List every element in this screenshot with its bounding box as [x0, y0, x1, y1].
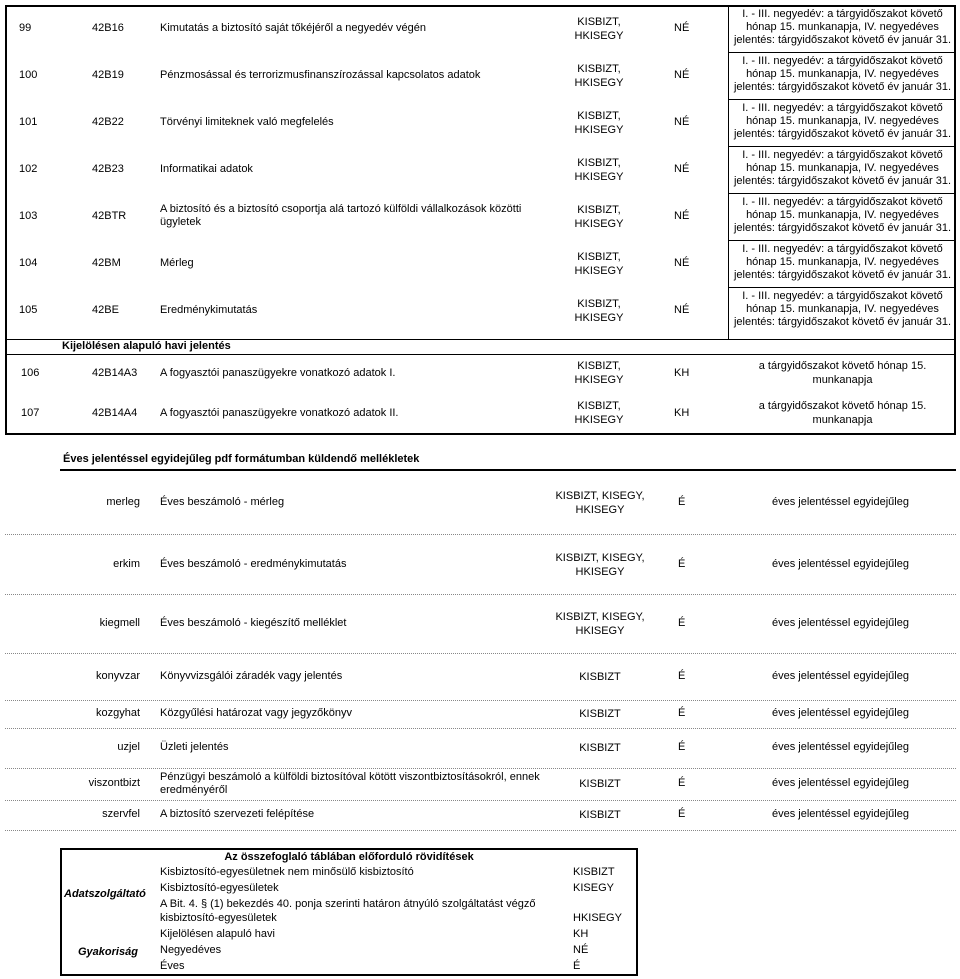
provider-cell: [537, 741, 663, 755]
row-number: 102: [19, 163, 38, 175]
deadline-line: I. - III. negyedév: a tárgyidőszakot követő: [742, 102, 943, 114]
legend-text: Negyedéves: [160, 944, 222, 956]
provider-cell: [550, 15, 648, 43]
provider-line: KISBIZT,: [577, 63, 621, 75]
form-code: 42B19: [92, 69, 124, 81]
row-number: 99: [19, 22, 32, 34]
attachment-description: Pénzügyi beszámoló a külföldi biztosítóval kötött viszontbiztosításokról, ennek eredményéről: [160, 771, 540, 796]
legend-text: Éves: [160, 960, 185, 972]
row-number: 106: [21, 367, 40, 379]
deadline-line: hónap 15. munkanapja, IV. negyedéves: [746, 162, 939, 174]
deadline-line: jelentés: tárgyidőszakot követő év január 31.: [733, 34, 952, 46]
provider-cell: [537, 489, 663, 517]
frequency-code: KH: [674, 367, 690, 379]
deadline-line: I. - III. negyedév: a tárgyidőszakot követő: [742, 149, 943, 161]
legend-text: Kijelölésen alapuló havi: [160, 928, 275, 940]
row-divider: [728, 146, 956, 147]
form-description: Kimutatás a biztosító saját tőkéjéről a negyedév végén: [160, 22, 426, 34]
provider-line: HKISEGY: [574, 171, 624, 183]
frequency-code: NÉ: [674, 163, 690, 175]
form-description: Törvényi limiteknek való megfelelés: [160, 116, 334, 128]
row-number: 101: [19, 116, 38, 128]
row-divider: [728, 99, 956, 100]
frequency-code: É: [678, 670, 686, 682]
attachment-code: kiegmell: [99, 617, 140, 629]
provider-line: KISBIZT,: [577, 251, 621, 263]
frequency-code: NÉ: [674, 116, 690, 128]
deadline-cell: éves jelentéssel egyidejűleg: [772, 558, 909, 570]
row-divider: [728, 240, 956, 241]
legend-text: Kisbiztosító-egyesületnek nem minősülő kisbiztosító: [160, 866, 414, 878]
deadline-cell: [730, 55, 955, 94]
provider-cell: [550, 297, 648, 325]
table-row: [5, 728, 956, 768]
provider-line: HKISEGY: [574, 77, 624, 89]
provider-cell: [537, 610, 663, 638]
frequency-code: NÉ: [674, 22, 690, 34]
row-divider: [5, 830, 956, 831]
provider-cell: [537, 551, 663, 579]
form-description: Eredménykimutatás: [160, 304, 258, 316]
provider-line: KISBIZT,: [577, 298, 621, 310]
attachment-description: Éves beszámoló - kiegészítő melléklet: [160, 617, 347, 629]
provider-cell: [550, 250, 648, 278]
table-row: [5, 800, 956, 830]
provider-line: KISBIZT,: [577, 400, 621, 412]
provider-line: KISBIZT: [579, 708, 621, 720]
form-description: Mérleg: [160, 257, 194, 269]
deadline-cell: [730, 8, 955, 47]
attachment-code: viszontbizt: [88, 777, 140, 789]
frequency-code: NÉ: [674, 69, 690, 81]
provider-line: KISBIZT: [579, 742, 621, 754]
form-code: 42BE: [92, 304, 119, 316]
form-description: A biztosító és a biztosító csoportja alá tartozó külföldi vállalkozások közötti ügyletek: [160, 203, 522, 228]
attachment-code: kozgyhat: [95, 707, 140, 719]
deadline-cell: éves jelentéssel egyidejűleg: [772, 617, 909, 629]
provider-cell: [550, 62, 648, 90]
attachment-code: erkim: [113, 558, 140, 570]
form-description: A fogyasztói panaszügyekre vonatkozó adatok II.: [160, 407, 399, 419]
provider-cell: [550, 109, 648, 137]
provider-line: HKISEGY: [574, 312, 624, 324]
provider-line: KISBIZT: [579, 778, 621, 790]
deadline-line: hónap 15. munkanapja, IV. negyedéves: [746, 209, 939, 221]
deadline-line: a tárgyidőszakot követő hónap 15.: [758, 400, 927, 412]
deadline-line: I. - III. negyedév: a tárgyidőszakot követő: [742, 55, 943, 67]
deadline-line: hónap 15. munkanapja, IV. negyedéves: [746, 256, 939, 268]
legend-abbr: NÉ: [573, 944, 589, 956]
deadline-line: hónap 15. munkanapja, IV. negyedéves: [746, 68, 939, 80]
legend-abbr: KISEGY: [573, 882, 614, 894]
deadline-cell: [730, 243, 955, 282]
table-row: [5, 768, 956, 800]
table-row: [5, 146, 956, 193]
provider-line: KISBIZT, KISEGY,: [555, 490, 645, 502]
table-row: [5, 52, 956, 99]
attachment-description: Üzleti jelentés: [160, 741, 229, 753]
deadline-cell: éves jelentéssel egyidejűleg: [772, 670, 909, 682]
table-row: [5, 471, 956, 534]
provider-line: KISBIZT,: [577, 110, 621, 122]
provider-line: HKISEGY: [574, 265, 624, 277]
table-row: [5, 99, 956, 146]
provider-line: KISBIZT, KISEGY,: [555, 552, 645, 564]
deadline-cell: éves jelentéssel egyidejűleg: [772, 741, 909, 753]
deadline-cell: éves jelentéssel egyidejűleg: [772, 496, 909, 508]
table-row: [5, 594, 956, 653]
kh-section-heading: Kijelölésen alapuló havi jelentés: [62, 340, 231, 352]
deadline-line: jelentés: tárgyidőszakot követő év január 31.: [733, 222, 952, 234]
provider-cell: [537, 707, 663, 721]
table-row: [5, 700, 956, 728]
deadline-line: hónap 15. munkanapja, IV. negyedéves: [746, 303, 939, 315]
row-number: 103: [19, 210, 38, 222]
form-code: 42BM: [92, 257, 121, 269]
deadline-cell: [730, 102, 955, 141]
provider-cell: [550, 359, 648, 387]
provider-line: KISBIZT,: [577, 157, 621, 169]
deadline-line: jelentés: tárgyidőszakot követő év január 31.: [733, 175, 952, 187]
provider-line: HKISEGY: [575, 625, 625, 637]
provider-line: KISBIZT,: [577, 360, 621, 372]
frequency-code: É: [678, 707, 686, 719]
attachment-description: Könyvvizsgálói záradék vagy jelentés: [160, 670, 343, 682]
frequency-code: É: [678, 777, 686, 789]
attachment-description: Közgyűlési határozat vagy jegyzőkönyv: [160, 707, 352, 719]
legend-text: Kisbiztosító-egyesületek: [160, 882, 279, 894]
legend-abbr: HKISEGY: [573, 912, 622, 924]
frequency-code: NÉ: [674, 257, 690, 269]
provider-line: HKISEGY: [575, 566, 625, 578]
deadline-cell: éves jelentéssel egyidejűleg: [772, 808, 909, 820]
table-row: [5, 395, 956, 435]
provider-cell: [537, 808, 663, 822]
provider-cell: [537, 777, 663, 791]
legend-abbr: É: [573, 960, 581, 972]
legend-group-frequency: Gyakoriság: [78, 946, 138, 958]
provider-cell: [537, 670, 663, 684]
deadline-line: I. - III. negyedév: a tárgyidőszakot követő: [742, 8, 943, 20]
deadline-line: I. - III. negyedév: a tárgyidőszakot követő: [742, 243, 943, 255]
row-divider: [5, 534, 956, 535]
row-divider: [728, 287, 956, 288]
row-number: 105: [19, 304, 38, 316]
legend-title: Az összefoglaló táblában előforduló rövidítések: [224, 851, 474, 863]
form-code: 42B22: [92, 116, 124, 128]
table-row: [5, 653, 956, 700]
table-row: [5, 287, 956, 334]
deadline-line: jelentés: tárgyidőszakot követő év január 31.: [733, 81, 952, 93]
frequency-code: É: [678, 808, 686, 820]
attachment-code: szervfel: [102, 808, 140, 820]
provider-line: KISBIZT: [579, 809, 621, 821]
table-row: [5, 193, 956, 240]
frequency-code: KH: [674, 407, 690, 419]
deadline-cell: éves jelentéssel egyidejűleg: [772, 777, 909, 789]
row-number: 100: [19, 69, 38, 81]
provider-cell: [550, 203, 648, 231]
row-number: 104: [19, 257, 38, 269]
frequency-code: É: [678, 617, 686, 629]
attachment-description: Éves beszámoló - eredménykimutatás: [160, 558, 347, 570]
row-number: 107: [21, 407, 40, 419]
attachment-code: konyvzar: [95, 670, 140, 682]
frequency-code: É: [678, 496, 686, 508]
deadline-line: munkanapja: [812, 374, 873, 386]
deadline-line: I. - III. negyedév: a tárgyidőszakot követő: [742, 290, 943, 302]
deadline-line: jelentés: tárgyidőszakot követő év január 31.: [733, 269, 952, 281]
table-row: [5, 355, 956, 395]
table-row: [5, 5, 956, 52]
legend-abbr: KISBIZT: [573, 866, 615, 878]
provider-line: HKISEGY: [574, 124, 624, 136]
provider-line: HKISEGY: [574, 218, 624, 230]
deadline-cell: [730, 149, 955, 188]
table-row: [5, 240, 956, 287]
row-divider: [728, 193, 956, 194]
attachment-description: A biztosító szervezeti felépítése: [160, 808, 315, 820]
deadline-line: jelentés: tárgyidőszakot követő év január 31.: [733, 316, 952, 328]
deadline-cell: éves jelentéssel egyidejűleg: [772, 707, 909, 719]
form-code: 42B14A4: [92, 407, 138, 419]
frequency-code: NÉ: [674, 210, 690, 222]
deadline-cell: [730, 196, 955, 235]
deadline-line: I. - III. negyedév: a tárgyidőszakot követő: [742, 196, 943, 208]
form-code: 42B23: [92, 163, 124, 175]
deadline-cell: [730, 290, 955, 329]
deadline-line: hónap 15. munkanapja, IV. negyedéves: [746, 115, 939, 127]
deadline-line: munkanapja: [812, 414, 873, 426]
provider-cell: [550, 156, 648, 184]
form-code: 42BTR: [92, 210, 127, 222]
provider-line: HKISEGY: [574, 374, 624, 386]
annual-section-heading: Éves jelentéssel egyidejűleg pdf formátumban küldendő mellékletek: [63, 453, 420, 465]
legend-abbr: KH: [573, 928, 589, 940]
provider-line: KISBIZT, KISEGY,: [555, 611, 645, 623]
legend-text: A Bit. 4. § (1) bekezdés 40. ponja szerinti határon átnyúló szolgáltatást végző kisbiztosító-egyesületek: [160, 898, 536, 924]
deadline-cell: [730, 399, 955, 427]
form-code: 42B14A3: [92, 367, 138, 379]
form-description: Pénzmosással és terrorizmusfinanszírozással kapcsolatos adatok: [160, 69, 481, 81]
legend-group-provider: Adatszolgáltató: [64, 888, 146, 900]
frequency-code: É: [678, 741, 686, 753]
frequency-code: NÉ: [674, 304, 690, 316]
table-row: [5, 536, 956, 594]
provider-line: KISBIZT: [579, 671, 621, 683]
attachment-code: uzjel: [117, 741, 140, 753]
deadline-cell: [730, 359, 955, 387]
attachment-description: Éves beszámoló - mérleg: [160, 496, 285, 508]
form-description: Informatikai adatok: [160, 163, 253, 175]
provider-line: HKISEGY: [574, 414, 624, 426]
form-description: A fogyasztói panaszügyekre vonatkozó adatok I.: [160, 367, 396, 379]
provider-line: HKISEGY: [575, 504, 625, 516]
provider-line: KISBIZT,: [577, 16, 621, 28]
attachment-code: merleg: [106, 496, 140, 508]
form-code: 42B16: [92, 22, 124, 34]
deadline-line: a tárgyidőszakot követő hónap 15.: [758, 360, 927, 372]
deadline-line: hónap 15. munkanapja, IV. negyedéves: [746, 21, 939, 33]
provider-line: KISBIZT,: [577, 204, 621, 216]
provider-line: HKISEGY: [574, 30, 624, 42]
provider-cell: [550, 399, 648, 427]
deadline-line: jelentés: tárgyidőszakot követő év január 31.: [733, 128, 952, 140]
frequency-code: É: [678, 558, 686, 570]
row-divider: [728, 52, 956, 53]
